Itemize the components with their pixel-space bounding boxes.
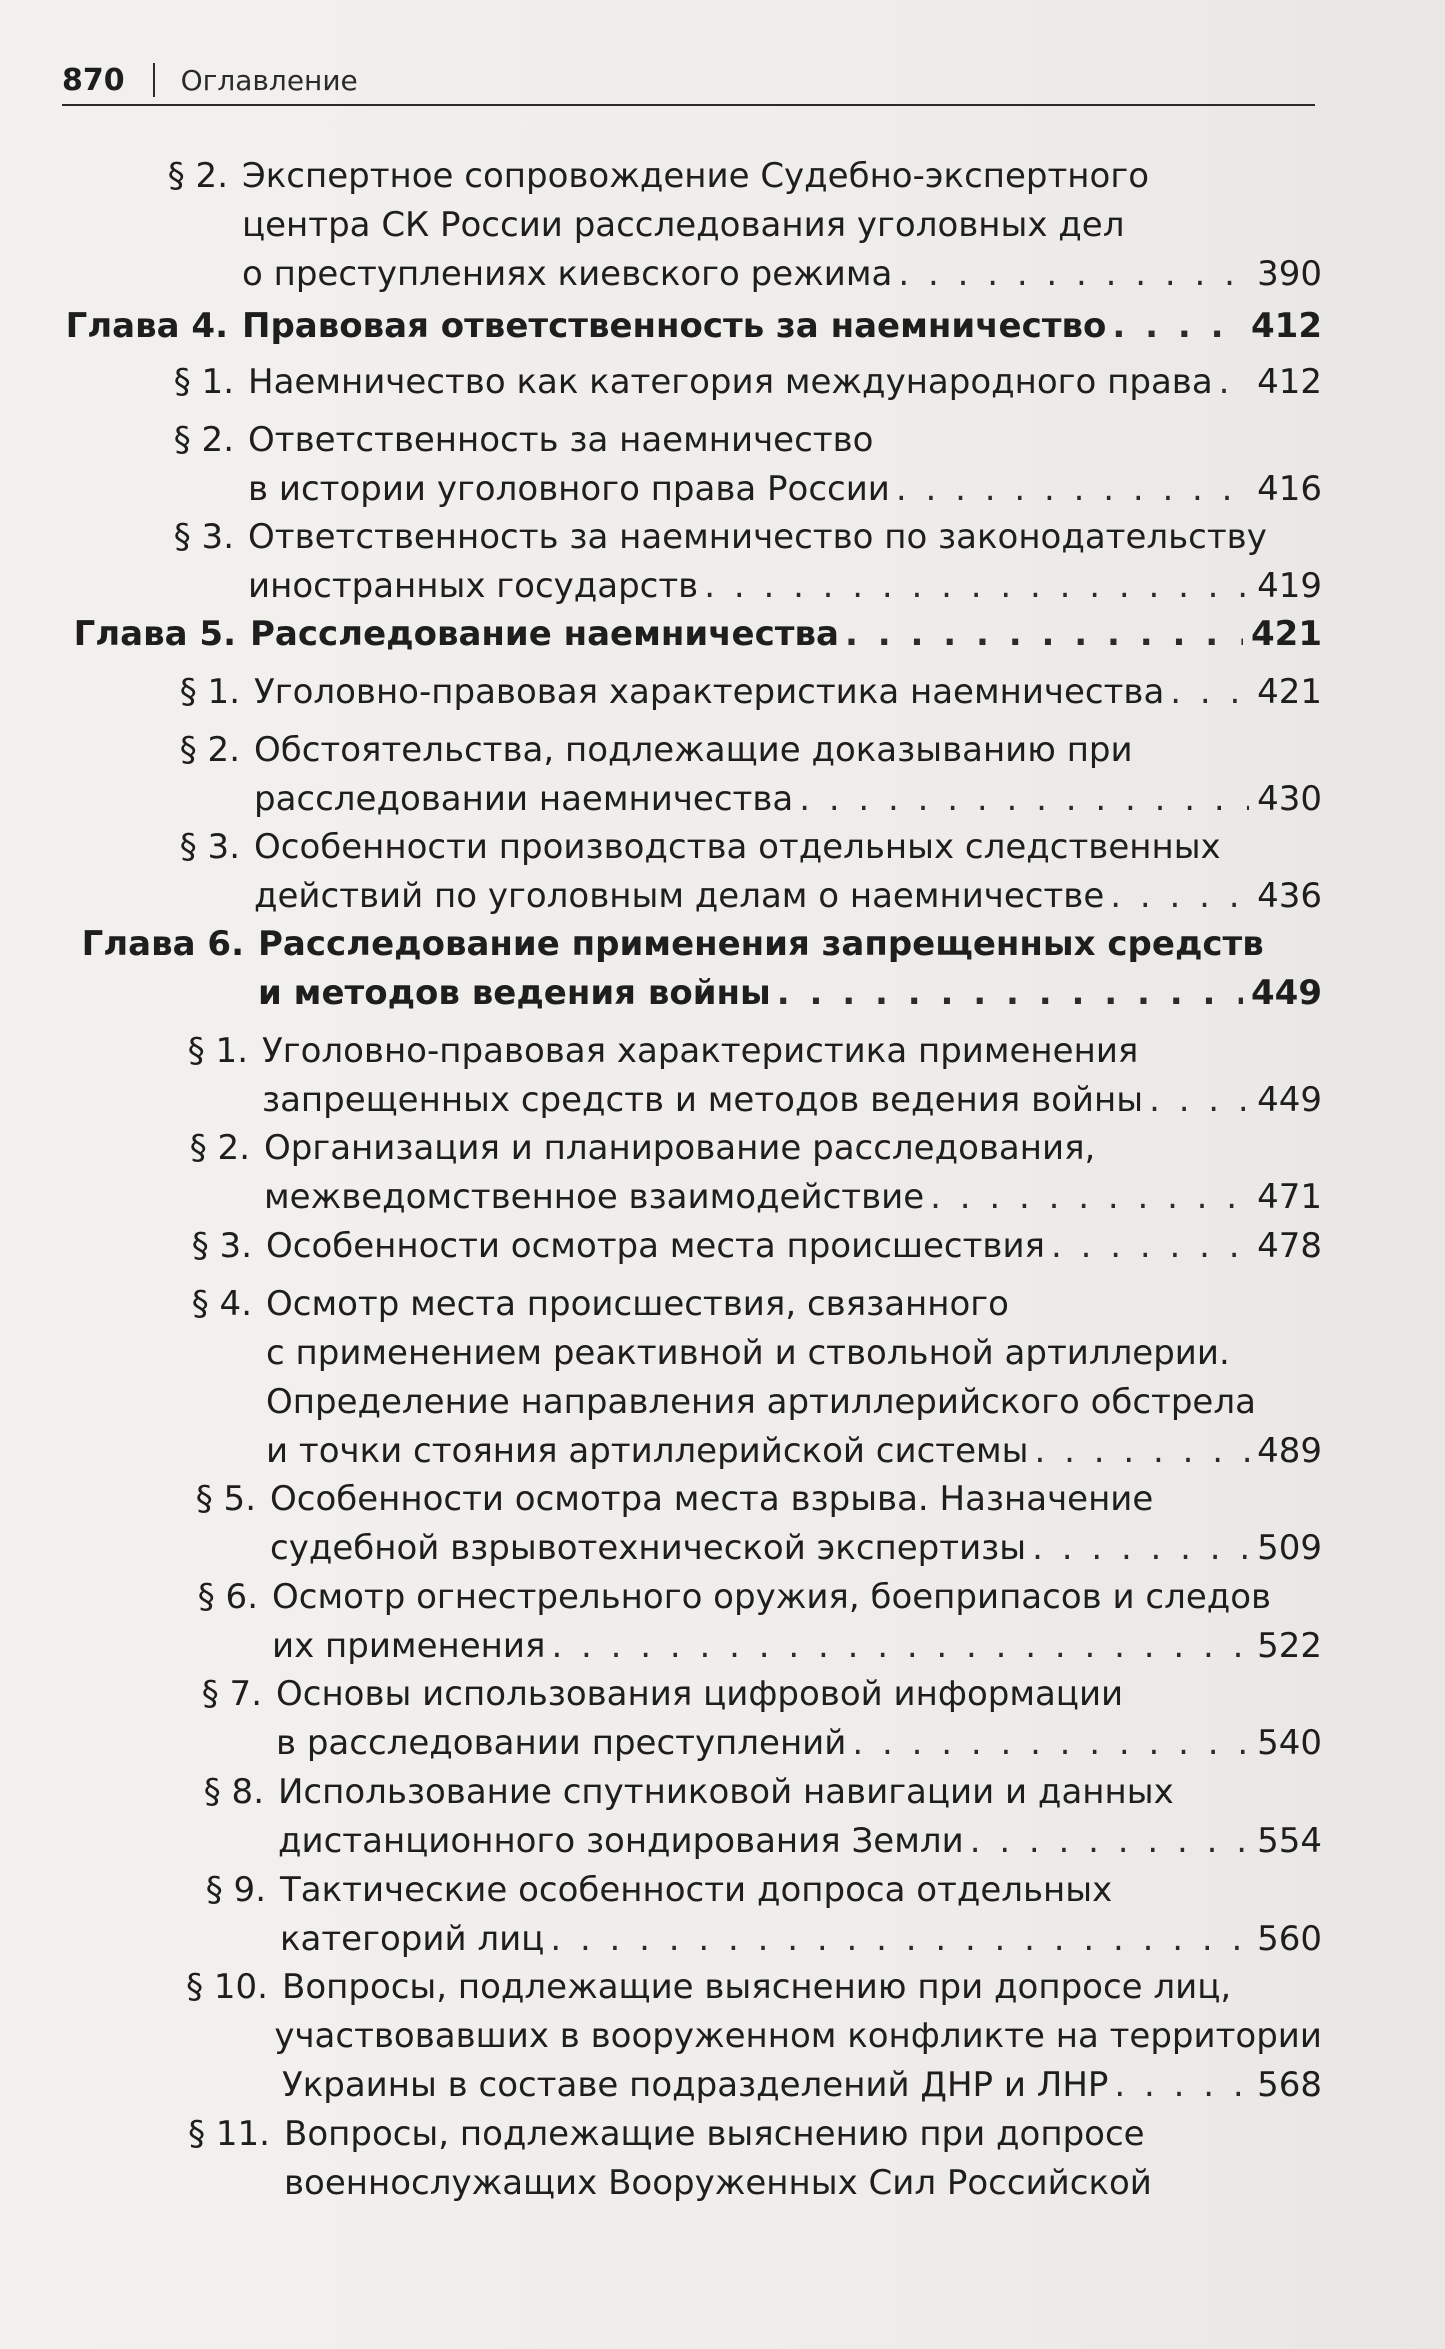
toc-page-number: 430 — [1257, 779, 1322, 819]
toc-entry-line — [60, 513, 1322, 561]
toc-entry-number: § 7. — [201, 1674, 262, 1714]
toc-entry-number: § 9. — [205, 1870, 266, 1910]
toc-entry-title: Экспертное сопровождение Судебно-экспертного — [242, 156, 1149, 196]
toc-page-number: 568 — [1257, 2065, 1322, 2105]
toc-entry-line — [74, 1378, 1322, 1426]
toc-entry-line — [66, 872, 1322, 920]
toc-entry-title: Ответственность за наемничество — [248, 420, 874, 460]
toc-entry-title: Использование спутниковой навигации и данных — [278, 1772, 1174, 1812]
toc-entry-title: и точки стояния артиллерийской системы — [266, 1431, 1029, 1471]
toc-entry-title: о преступлениях киевского режима — [242, 254, 893, 294]
running-title: Оглавление — [180, 63, 358, 97]
toc-leader-dots — [1110, 872, 1249, 920]
page-number: 870 — [62, 62, 125, 98]
toc-page-number: 478 — [1257, 1226, 1322, 1266]
toc-entry-title: центра СК России расследования уголовных дел — [242, 205, 1125, 245]
toc-entry-line — [60, 152, 1322, 200]
toc-leader-dots — [1170, 668, 1249, 716]
toc-page-number: 412 — [1251, 306, 1322, 346]
toc-entry-number: § 3. — [191, 1226, 252, 1266]
toc-entry-line — [74, 1280, 1322, 1328]
toc-leader-dots — [970, 1817, 1249, 1865]
toc-entry-title: Осмотр места происшествия, связанного — [266, 1284, 1009, 1324]
toc-entry-line — [6, 610, 1322, 658]
toc-entry-number: Глава 6. — [81, 924, 244, 964]
toc-entry-line — [74, 1427, 1322, 1475]
toc-entry-title: Организация и планирование расследования, — [264, 1128, 1096, 1168]
toc-page-number: 560 — [1257, 1919, 1322, 1959]
toc-entry-title: Расследование применения запрещенных средств — [258, 924, 1264, 964]
toc-entry-title: Особенности осмотра места взрыва. Назначение — [270, 1479, 1154, 1519]
toc-entry-title: Расследование наемничества — [250, 614, 839, 654]
toc-entry-line — [80, 1475, 1322, 1523]
toc-leader-dots — [1035, 1427, 1250, 1475]
toc-entry-line — [60, 358, 1322, 406]
toc-entry-line — [68, 2061, 1322, 2109]
toc-entry-line — [72, 1173, 1322, 1221]
toc-page-number: 471 — [1257, 1177, 1322, 1217]
toc-entry-line — [72, 1027, 1322, 1075]
toc-entry-line — [74, 1329, 1322, 1377]
toc-entry-number: § 2. — [179, 730, 240, 770]
toc-entry-line — [84, 1817, 1322, 1865]
toc-entry-line — [84, 1768, 1322, 1816]
toc-leader-dots — [1112, 302, 1243, 350]
toc-leader-dots — [551, 1622, 1249, 1670]
toc-entry-number: § 11. — [188, 2114, 270, 2154]
toc-leader-dots — [930, 1173, 1249, 1221]
toc-entry-line — [68, 2012, 1322, 2060]
toc-entry-number: § 5. — [195, 1479, 256, 1519]
toc-page-number: 540 — [1257, 1723, 1322, 1763]
toc-entry-number: § 1. — [187, 1031, 248, 1071]
toc-entry-title: действий по уголовным делам о наемничестве — [254, 876, 1105, 916]
toc-entry-line — [80, 1622, 1322, 1670]
toc-page-number: 416 — [1257, 469, 1322, 509]
toc-entry-line — [80, 1524, 1322, 1572]
toc-entry-number: § 2. — [189, 1128, 250, 1168]
toc-page-number: 554 — [1257, 1821, 1322, 1861]
toc-page-number: 419 — [1257, 566, 1322, 606]
toc-entry-line — [72, 1124, 1322, 1172]
toc-entry-line — [74, 1222, 1322, 1270]
toc-entry-line — [68, 1963, 1322, 2011]
toc-entry-line — [6, 969, 1322, 1017]
toc-entry-number: Глава 4. — [65, 306, 228, 346]
toc-entry-title: и методов ведения войны — [258, 973, 771, 1013]
toc-entry-title: Украины в составе подразделений ДНР и ЛНР — [282, 2065, 1109, 2105]
toc-entry-title: Обстоятельства, подлежащие доказыванию при — [254, 730, 1133, 770]
toc-page-number: 436 — [1257, 876, 1322, 916]
toc-entry-line — [80, 1573, 1322, 1621]
toc-entry-title: Осмотр огнестрельного оружия, боеприпасов и следов — [272, 1577, 1272, 1617]
toc-leader-dots — [1149, 1076, 1249, 1124]
toc-entry-number: § 1. — [179, 672, 240, 712]
toc-leader-dots — [550, 1915, 1249, 1963]
toc-entry-number: § 3. — [179, 827, 240, 867]
toc-leader-dots — [845, 610, 1243, 658]
toc-leader-dots — [898, 250, 1249, 298]
toc-entry-number: § 4. — [191, 1284, 252, 1324]
toc-entry-title: в истории уголовного права России — [248, 469, 890, 509]
toc-page-number: 449 — [1251, 973, 1322, 1013]
toc-leader-dots — [852, 1719, 1249, 1767]
toc-entry-line — [60, 201, 1322, 249]
toc-entry-line — [70, 2110, 1322, 2158]
toc-entry-title: Правовая ответственность за наемничество — [242, 306, 1107, 346]
toc-entry-number: § 1. — [173, 362, 234, 402]
toc-leader-dots — [704, 562, 1249, 610]
toc-entry-title: Наемничество как категория международного права — [248, 362, 1213, 402]
toc-entry-number: § 3. — [173, 517, 234, 557]
toc-leader-dots — [777, 969, 1243, 1017]
toc-entry-line — [84, 1719, 1322, 1767]
toc-leader-dots — [896, 465, 1249, 513]
toc-page-number: 522 — [1257, 1626, 1322, 1666]
toc-page-number: 449 — [1257, 1080, 1322, 1120]
toc-entry-title: Вопросы, подлежащие выяснению при допросе лиц, — [282, 1967, 1232, 2007]
toc-entry-number: § 2. — [173, 420, 234, 460]
toc-entry-line — [60, 562, 1322, 610]
toc-entry-title: Особенности производства отдельных следственных — [254, 827, 1221, 867]
toc-entry-line — [2, 302, 1322, 350]
toc-leader-dots — [1219, 358, 1249, 406]
toc-entry-title: военнослужащих Вооруженных Сил Российской — [284, 2163, 1152, 2203]
toc-entry-title: Вопросы, подлежащие выяснению при допросе — [284, 2114, 1145, 2154]
toc-entry-title: Основы использования цифровой информации — [276, 1674, 1124, 1714]
toc-page-number: 489 — [1257, 1431, 1322, 1471]
toc-entry-title: иностранных государств — [248, 566, 699, 606]
toc-entry-line — [60, 465, 1322, 513]
toc-entry-line — [60, 250, 1322, 298]
toc-entry-line — [72, 1076, 1322, 1124]
toc-page-number: 412 — [1257, 362, 1322, 402]
toc-entry-number: § 8. — [203, 1772, 264, 1812]
toc-entry-line — [86, 1915, 1322, 1963]
toc-entry-line — [86, 1866, 1322, 1914]
toc-entry-number: § 2. — [167, 156, 228, 196]
toc-entry-title: Ответственность за наемничество по законодательству — [248, 517, 1267, 557]
toc-entry-number: § 6. — [197, 1577, 258, 1617]
toc-entry-title: судебной взрывотехнической экспертизы — [270, 1528, 1027, 1568]
toc-entry-number: Глава 5. — [73, 614, 236, 654]
toc-entry-line — [70, 2159, 1322, 2207]
toc-entry-title: их применения — [272, 1626, 546, 1666]
toc-leader-dots — [799, 775, 1249, 823]
toc-entry-line — [66, 726, 1322, 774]
toc-entry-title: межведомственное взаимодействие — [264, 1177, 925, 1217]
toc-entry-title: участвовавших в вооруженном конфликте на территории — [274, 2016, 1322, 2056]
toc-entry-title: Уголовно-правовая характеристика применения — [262, 1031, 1139, 1071]
toc-entry-line — [6, 920, 1322, 968]
toc-entry-title: Тактические особенности допроса отдельных — [280, 1870, 1113, 1910]
toc-entry-line — [66, 823, 1322, 871]
toc-entry-number: § 10. — [186, 1967, 268, 2007]
toc-entry-line — [66, 668, 1322, 716]
toc-entry-title: Особенности осмотра места происшествия — [266, 1226, 1046, 1266]
toc-entry-line — [66, 775, 1322, 823]
toc-entry-title: с применением реактивной и ствольной артиллерии. — [266, 1333, 1230, 1373]
toc-leader-dots — [1032, 1524, 1249, 1572]
toc-entry-title: в расследовании преступлений — [276, 1723, 847, 1763]
toc-entry-title: дистанционного зондирования Земли — [278, 1821, 964, 1861]
toc-page-number: 509 — [1257, 1528, 1322, 1568]
toc-entry-title: запрещенных средств и методов ведения войны — [262, 1080, 1144, 1120]
toc-leader-dots — [1051, 1222, 1249, 1270]
toc-page-number: 421 — [1251, 614, 1322, 654]
toc-entry-line — [84, 1670, 1322, 1718]
toc-entry-title: Уголовно-правовая характеристика наемничества — [254, 672, 1165, 712]
toc-entry-title: расследовании наемничества — [254, 779, 794, 819]
toc-entry-title: категорий лиц — [280, 1919, 545, 1959]
toc-page-number: 421 — [1257, 672, 1322, 712]
toc-entry-title: Определение направления артиллерийского обстрела — [266, 1382, 1256, 1422]
toc-page-number: 390 — [1257, 254, 1322, 294]
toc-entry-line — [60, 416, 1322, 464]
toc-leader-dots — [1114, 2061, 1249, 2109]
